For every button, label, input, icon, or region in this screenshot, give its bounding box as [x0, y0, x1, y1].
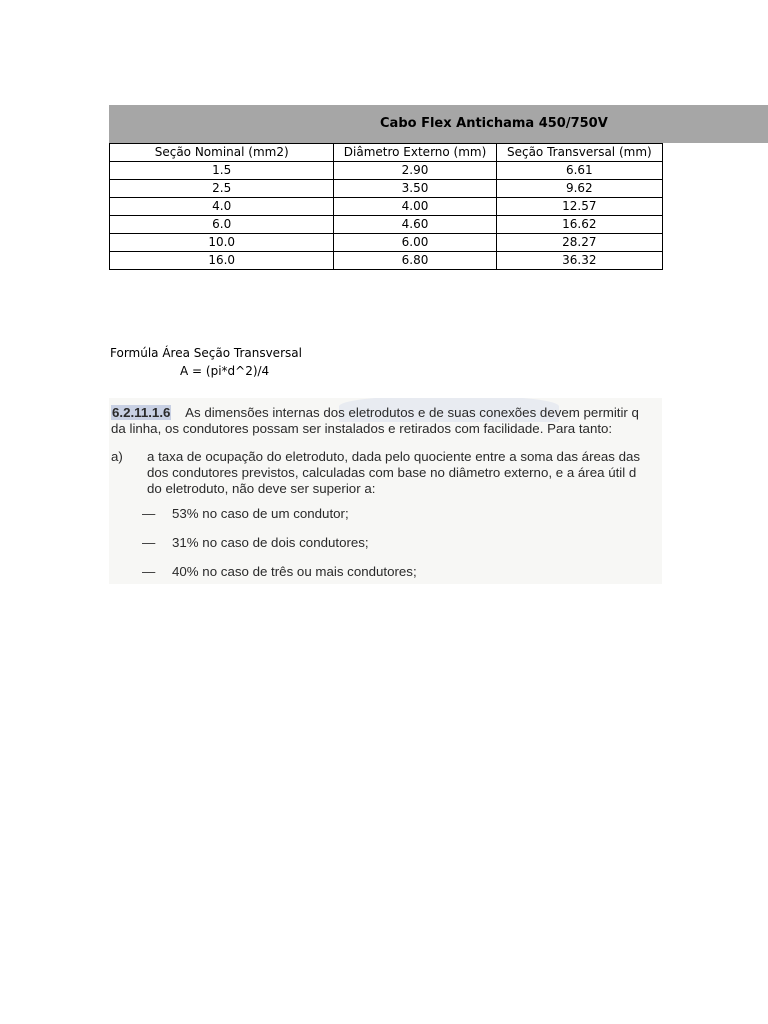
- section-number: 6.2.11.1.6: [112, 405, 171, 420]
- cable-table: [109, 143, 663, 270]
- cell-diametro-externo: 4.00: [334, 198, 496, 216]
- table-row: [110, 180, 663, 198]
- table-row: [110, 162, 663, 180]
- cell-diametro-externo: 3.50: [334, 180, 496, 198]
- table-row: [110, 216, 663, 234]
- cell-diametro-externo: 4.60: [334, 216, 496, 234]
- cell-secao-transversal: 6.61: [496, 162, 662, 180]
- norm-line-2: da linha, os condutores possam ser instalados e retirados com facilidade. Para tanto:: [111, 421, 613, 436]
- cell-secao-nominal: 1.5: [110, 162, 334, 180]
- header-diametro-externo: Diâmetro Externo (mm): [334, 144, 496, 162]
- table-header-row: [110, 144, 663, 162]
- cell-secao-transversal: 12.57: [496, 198, 662, 216]
- norm-line-1: [111, 405, 639, 420]
- item-line-1: a taxa de ocupação do eletroduto, dada pelo quociente entre a soma das áreas das: [147, 449, 641, 464]
- item-line-2: dos condutores previstos, calculadas com base no diâmetro externo, e a área útil d: [147, 465, 637, 480]
- table-row: [110, 252, 663, 270]
- norm-excerpt-image: [109, 398, 662, 584]
- cell-diametro-externo: 6.80: [334, 252, 496, 270]
- bullet-text: 31% no caso de dois condutores;: [172, 535, 369, 550]
- bullet-text: 40% no caso de três ou mais condutores;: [172, 564, 417, 579]
- cell-diametro-externo: 2.90: [334, 162, 496, 180]
- table-title-band: [109, 105, 768, 143]
- cell-secao-nominal: 2.5: [110, 180, 334, 198]
- table-row: [110, 198, 663, 216]
- norm-line-1-text: As dimensões internas dos eletrodutos e de suas conexões devem permitir q: [185, 405, 639, 420]
- cell-secao-transversal: 28.27: [496, 234, 662, 252]
- header-secao-transversal: Seção Transversal (mm): [496, 144, 662, 162]
- cell-secao-nominal: 16.0: [110, 252, 334, 270]
- table-title: Cabo Flex Antichama 450/750V: [380, 116, 608, 131]
- cell-secao-transversal: 9.62: [496, 180, 662, 198]
- cell-secao-nominal: 6.0: [110, 216, 334, 234]
- item-line-3: do eletroduto, não deve ser superior a:: [147, 481, 376, 496]
- cell-secao-transversal: 36.32: [496, 252, 662, 270]
- item-marker: a): [111, 449, 123, 464]
- header-secao-nominal: Seção Nominal (mm2): [110, 144, 334, 162]
- formula-expression: A = (pi*d^2)/4: [180, 364, 270, 378]
- table-row: [110, 234, 663, 252]
- cell-secao-nominal: 4.0: [110, 198, 334, 216]
- bullet-dash: —: [142, 506, 156, 521]
- bullet-text: 53% no caso de um condutor;: [172, 506, 349, 521]
- cell-diametro-externo: 6.00: [334, 234, 496, 252]
- formula-label: Formúla Área Seção Transversal: [110, 346, 302, 360]
- cell-secao-transversal: 16.62: [496, 216, 662, 234]
- bullet-dash: —: [142, 564, 156, 579]
- bullet-dash: —: [142, 535, 156, 550]
- cell-secao-nominal: 10.0: [110, 234, 334, 252]
